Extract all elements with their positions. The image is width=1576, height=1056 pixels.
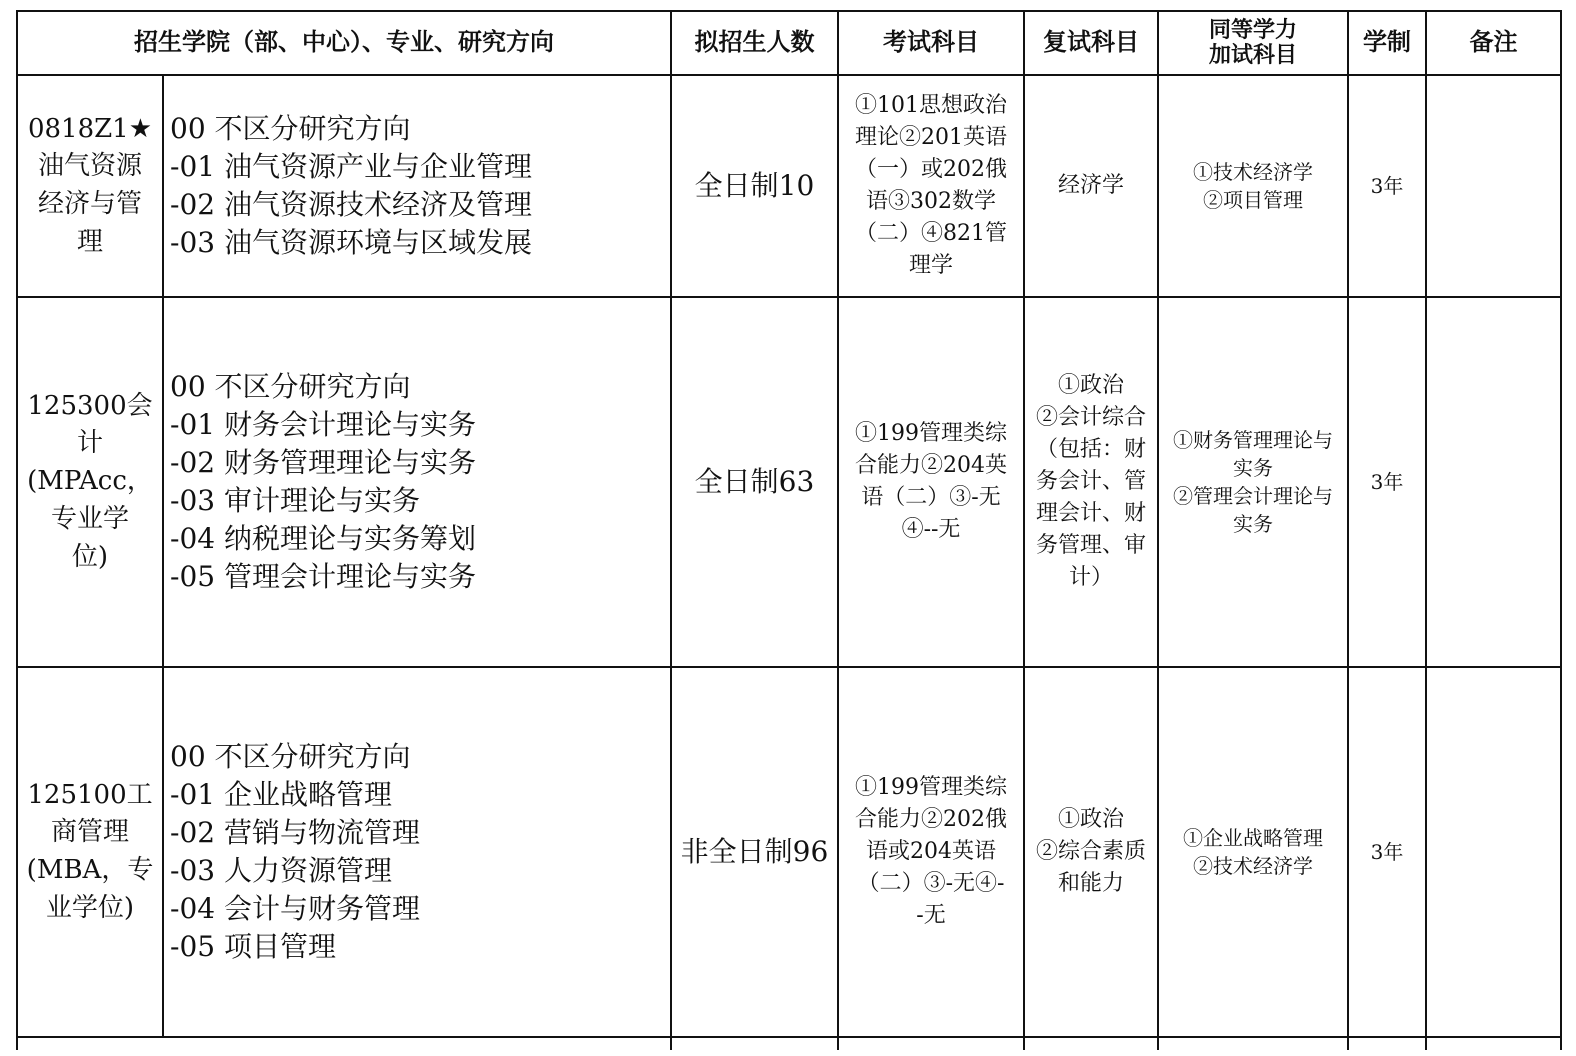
major-line: 专业学 xyxy=(50,503,129,534)
major-line: 商管理 xyxy=(50,817,129,848)
equivalent-line: 实务 xyxy=(1233,456,1273,480)
header-retest: 复试科目 xyxy=(1024,11,1158,75)
direction-item: -01 企业战略管理 xyxy=(170,778,392,811)
directions-cell xyxy=(163,75,671,297)
header-remarks: 备注 xyxy=(1426,11,1561,75)
major-line: 125300会 xyxy=(27,390,153,421)
partial-cell xyxy=(1024,1037,1158,1050)
major-line: 业学位) xyxy=(45,892,135,923)
major-line: 油气资源 xyxy=(37,151,142,182)
exam-line: 合能力②202俄 xyxy=(855,807,1007,832)
retest-line: 计） xyxy=(1068,565,1113,590)
header-college: 招生学院（部、中心）、专业、研究方向 xyxy=(17,11,671,75)
header-row xyxy=(17,11,1561,75)
direction-item: -03 审计理论与实务 xyxy=(170,484,420,517)
retest-cell xyxy=(1024,75,1158,297)
directions-cell xyxy=(163,297,671,667)
exam-cell xyxy=(838,667,1024,1037)
table-row xyxy=(17,75,1561,297)
major-line: 125100工 xyxy=(27,779,153,810)
equivalent-line: ②技术经济学 xyxy=(1193,854,1313,878)
header-duration: 学制 xyxy=(1348,11,1426,75)
table-row xyxy=(17,297,1561,667)
retest-cell xyxy=(1024,667,1158,1037)
exam-line: 理论②201英语 xyxy=(855,125,1007,150)
major-line: (MPAcc， xyxy=(27,466,153,497)
exam-line: （二）④821管 xyxy=(855,221,1007,246)
major-line: 理 xyxy=(76,226,103,257)
direction-item: -03 油气资源环境与区域发展 xyxy=(170,226,532,259)
direction-item: -03 人力资源管理 xyxy=(170,854,392,887)
equivalent-line: ②管理会计理论与 xyxy=(1173,484,1333,508)
major-cell xyxy=(17,667,163,1037)
remarks-cell xyxy=(1426,297,1561,667)
equivalent-cell xyxy=(1158,75,1348,297)
duration-cell: 3年 xyxy=(1348,297,1426,667)
direction-item: -05 管理会计理论与实务 xyxy=(170,560,476,593)
partial-cell xyxy=(1426,1037,1561,1050)
partial-cell xyxy=(1158,1037,1348,1050)
major-line: 经济与管 xyxy=(37,189,142,219)
exam-line: ④--无 xyxy=(901,517,961,542)
equivalent-line: ②项目管理 xyxy=(1203,188,1303,212)
remarks-cell xyxy=(1426,667,1561,1037)
direction-item: -01 油气资源产业与企业管理 xyxy=(170,150,532,183)
exam-line: 语（二）③-无 xyxy=(861,485,1001,510)
retest-line: ①政治 xyxy=(1057,807,1124,832)
header-equivalent xyxy=(1158,11,1348,75)
retest-line: ②会计综合 xyxy=(1035,405,1146,430)
direction-item: 00 不区分研究方向 xyxy=(170,740,411,773)
major-line: (MBA，专 xyxy=(26,855,154,885)
header-equivalent-line2: 加试科目 xyxy=(1208,43,1297,68)
partial-cell xyxy=(17,1037,671,1050)
exam-cell xyxy=(838,297,1024,667)
equivalent-line: ①企业战略管理 xyxy=(1183,826,1323,850)
direction-item: -01 财务会计理论与实务 xyxy=(170,408,476,441)
equivalent-line: ①财务管理理论与 xyxy=(1173,428,1333,452)
directions-cell xyxy=(163,667,671,1037)
partial-cell xyxy=(671,1037,838,1050)
exam-line: ①199管理类综 xyxy=(855,775,1007,800)
retest-line: 和能力 xyxy=(1057,871,1124,896)
equivalent-line: ①技术经济学 xyxy=(1193,160,1313,184)
equivalent-line: 实务 xyxy=(1233,512,1273,536)
major-cell xyxy=(17,297,163,667)
direction-item: 00 不区分研究方向 xyxy=(170,112,411,145)
quota-cell: 非全日制96 xyxy=(671,667,838,1037)
equivalent-cell xyxy=(1158,667,1348,1037)
direction-item: -02 财务管理理论与实务 xyxy=(170,446,476,479)
retest-line: （包括：财 xyxy=(1035,437,1146,462)
retest-line: ①政治 xyxy=(1057,373,1124,398)
exam-line: -无 xyxy=(916,903,946,928)
direction-item: -02 营销与物流管理 xyxy=(170,816,420,849)
quota-cell: 全日制10 xyxy=(671,75,838,297)
exam-line: 语③302数学 xyxy=(866,189,996,214)
header-quota: 拟招生人数 xyxy=(671,11,838,75)
duration-cell: 3年 xyxy=(1348,75,1426,297)
direction-item: 00 不区分研究方向 xyxy=(170,370,411,403)
retest-line: 理会计、财 xyxy=(1035,501,1146,526)
exam-line: 合能力②204英 xyxy=(855,453,1007,478)
direction-item: -05 项目管理 xyxy=(170,930,336,963)
retest-cell xyxy=(1024,297,1158,667)
equivalent-cell xyxy=(1158,297,1348,667)
major-line: 位) xyxy=(71,541,109,572)
admissions-table xyxy=(16,10,1562,1050)
retest-line: 务会计、管 xyxy=(1035,469,1146,494)
exam-line: 语或204英语 xyxy=(866,839,996,864)
header-equivalent-line1: 同等学力 xyxy=(1208,17,1297,43)
table-row xyxy=(17,667,1561,1037)
retest-line: 经济学 xyxy=(1057,173,1124,198)
retest-line: 务管理、审 xyxy=(1035,533,1146,558)
exam-line: （一）或202俄 xyxy=(855,157,1007,182)
exam-line: ①101思想政治 xyxy=(855,93,1007,118)
table-row-partial xyxy=(17,1037,1561,1050)
direction-item: -04 会计与财务管理 xyxy=(170,892,420,925)
exam-cell xyxy=(838,75,1024,297)
exam-line: ①199管理类综 xyxy=(855,421,1007,446)
direction-item: -02 油气资源技术经济及管理 xyxy=(170,188,532,221)
header-exam: 考试科目 xyxy=(838,11,1024,75)
direction-item: -04 纳税理论与实务筹划 xyxy=(170,522,476,555)
major-cell xyxy=(17,75,163,297)
major-line: 0818Z1★ xyxy=(27,113,153,144)
exam-line: 理学 xyxy=(908,253,953,278)
quota-cell: 全日制63 xyxy=(671,297,838,667)
exam-line: （二）③-无④- xyxy=(857,871,1005,896)
major-line: 计 xyxy=(76,428,103,459)
partial-cell xyxy=(1348,1037,1426,1050)
duration-cell: 3年 xyxy=(1348,667,1426,1037)
retest-line: ②综合素质 xyxy=(1035,839,1146,864)
remarks-cell xyxy=(1426,75,1561,297)
partial-cell xyxy=(838,1037,1024,1050)
